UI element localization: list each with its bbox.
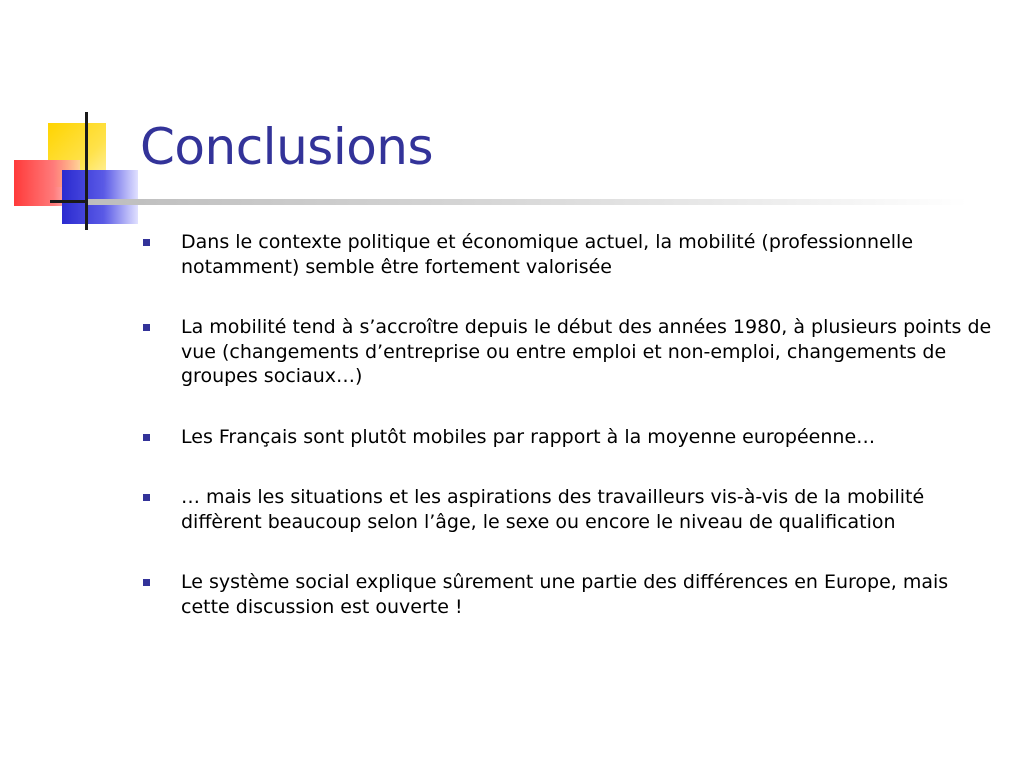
bullet-item	[140, 485, 1000, 534]
square-bullet-icon	[143, 434, 150, 441]
bullet-item	[140, 570, 1000, 619]
blue-square-decoration	[62, 170, 138, 224]
bullet-item	[140, 315, 1000, 389]
square-bullet-icon	[143, 579, 150, 586]
bullet-item	[140, 230, 1000, 279]
bullet-text: La mobilité tend à s’accroître depuis le début des années 1980, à plusieurs points de vue (changements d’entreprise ou entre emploi et non-emploi, changements de groupes sociaux…)	[181, 316, 992, 387]
slide-title: Conclusions	[140, 118, 434, 176]
bullet-text: Dans le contexte politique et économique actuel, la mobilité (professionnelle notamment) semble être fortement valorisée	[181, 231, 914, 278]
bullet-text: Le système social explique sûrement une partie des différences en Europe, mais cette discussion est ouverte !	[181, 571, 949, 618]
vertical-line-decoration	[85, 112, 88, 230]
square-bullet-icon	[143, 324, 150, 331]
bullet-text: … mais les situations et les aspirations des travailleurs vis-à-vis de la mobilité diffèrent beaucoup selon l’âge, le sexe ou encore le niveau de qualification	[181, 486, 925, 533]
square-bullet-icon	[143, 239, 150, 246]
bullet-text: Les Français sont plutôt mobiles par rapport à la moyenne européenne…	[181, 425, 876, 448]
bullet-list	[140, 230, 1000, 655]
title-underline-rule	[88, 199, 968, 205]
bullet-item	[140, 425, 1000, 450]
square-bullet-icon	[143, 494, 150, 501]
